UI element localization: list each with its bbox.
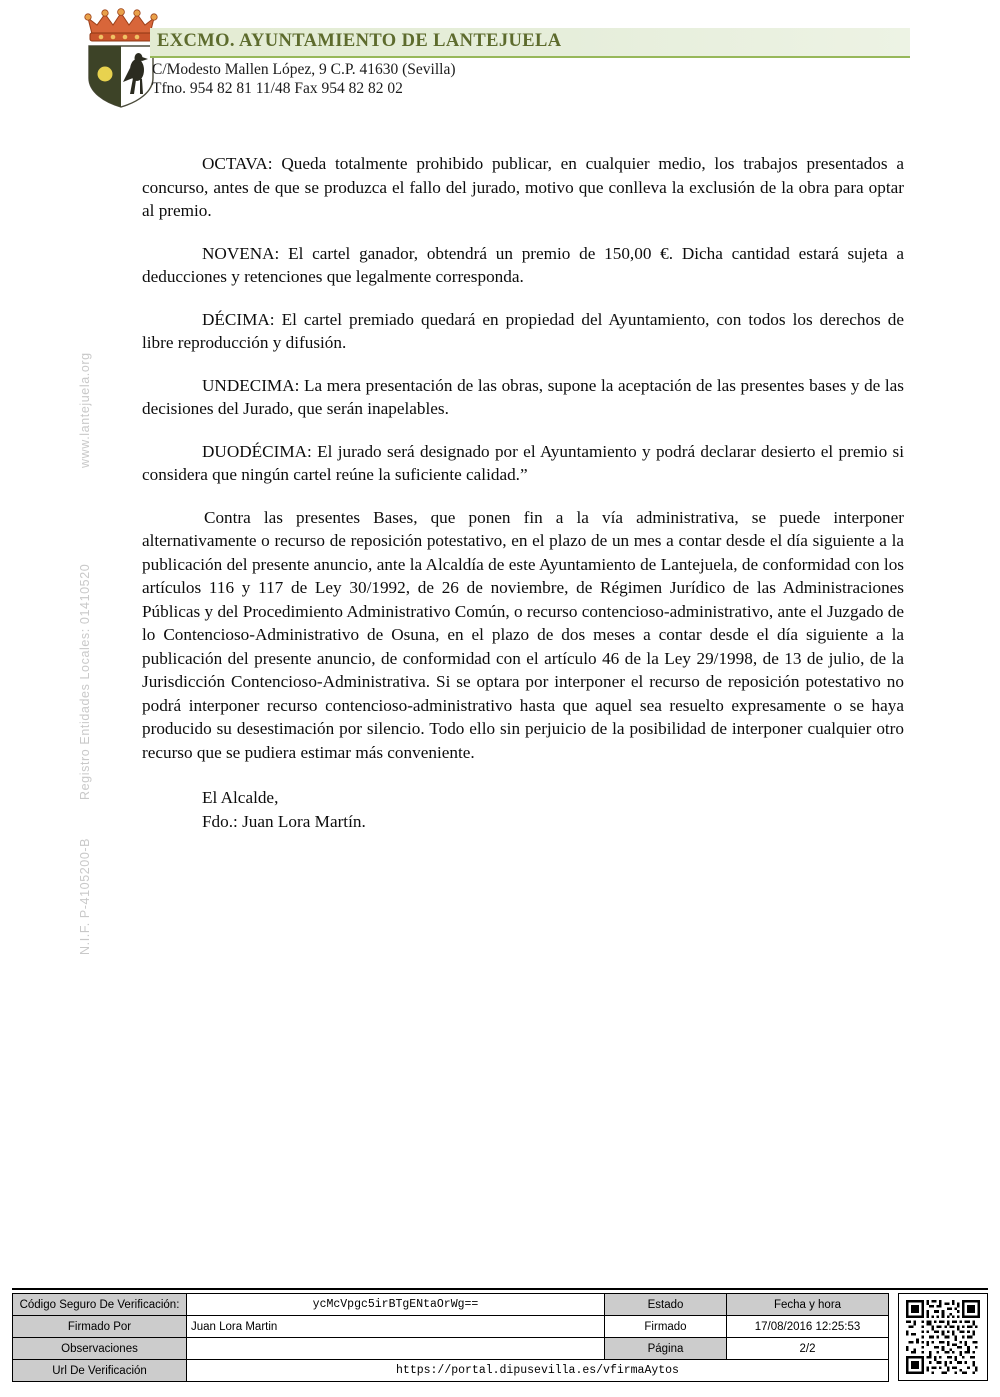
qr-code[interactable] [898,1293,988,1381]
fecha-hora-value: 17/08/2016 12:25:53 [727,1316,889,1338]
address-line-2: Tfno. 954 82 81 11/48 Fax 954 82 82 02 [152,80,403,97]
appeal-paragraph: Contra las presentes Bases, que ponen fin a la vía administrativa, se puede interponer alternativamente o recurso de reposición potestativo, en el plazo de un mes a contar desde el día siguiente a la publicación del presente anuncio, ante la Alcaldía de este Ayuntamiento de Lantejuela, de conformidad con los artículos 116 y 117 de Ley 30/1992, de 26 de noviembre, de Régimen Jurídico de las Administraciones Públicas y del Procedimiento Administrativo Común, o recurso contencioso-administrativo, ante el Juzgado de lo Contencioso-Administrativo de Osuna, en el plazo de dos meses a contar desde el día siguiente a la publicación del presente anuncio, de conformidad con el artículo 46 de la Ley 29/1998, de 13 de julio, de la Jurisdicción Contencioso-Administrativa. Si se optara por interponer el recurso de reposición potestativo no podrá interponer recurso contencioso-administrativo hasta que aquel sea resuelto expresamente o se haya producido su desestimación por silencio. Todo ello sin perjuicio de la posibilidad de interponer cualquier otro recurso que se pudiera estimar más conveniente. [142,507,904,762]
signature-role: El Alcalde, [202,788,279,807]
signature-block [142,786,904,834]
observaciones-value [187,1338,605,1360]
clause-octava: OCTAVA: Queda totalmente prohibido publicar, en cualquier medio, los trabajos presentados a concurso, antes de que se produzca el fallo del jurado, motivo que conlleva la exclusión de la obra para optar al premio. [142,154,904,220]
estado-header: Estado [605,1294,727,1316]
url-label: Url De Verificación [13,1360,187,1382]
estado-value: Firmado [605,1316,727,1338]
pagina-label: Página [605,1338,727,1360]
table-row [13,1294,889,1316]
clause-duodecima: DUODÉCIMA: El jurado será designado por el Ayuntamiento y podrá declarar desierto el premio si considera que ningún cartel reúne la suficiente calidad.” [142,441,904,484]
sidebar-website-text: www.lantejuela.org [78,352,92,468]
footer-divider [12,1288,988,1290]
fecha-hora-header: Fecha y hora [727,1294,889,1316]
sidebar-nif-text: N.I.F. P-4105200-B [78,837,92,955]
sidebar-registry-text: Registro Entidades Locales: 01410520 [78,563,92,800]
firmado-por-value: Juan Lora Martin [187,1316,605,1338]
table-row [13,1316,889,1338]
table-row [13,1338,889,1360]
url-value[interactable]: https://portal.dipusevilla.es/vfirmaAytos [187,1360,889,1382]
firmado-por-label: Firmado Por [13,1316,187,1338]
document-body [142,152,904,834]
page-title: EXCMO. AYUNTAMIENTO DE LANTEJUELA [157,31,562,51]
pagina-value: 2/2 [727,1338,889,1360]
signature-name: Fdo.: Juan Lora Martín. [202,812,366,831]
clause-undecima: UNDECIMA: La mera presentación de las obras, supone la aceptación de las presentes bases y de las decisiones del Jurado, que serán inapelables. [142,375,904,418]
verification-table [12,1293,889,1382]
observaciones-label: Observaciones [13,1338,187,1360]
address-line-1: C/Modesto Mallen López, 9 C.P. 41630 (Sevilla) [152,61,456,78]
clause-novena: NOVENA: El cartel ganador, obtendrá un premio de 150,00 €. Dicha cantidad estará sujeta a deducciones y retenciones que legalmente corresponda. [142,243,904,286]
clause-decima: DÉCIMA: El cartel premiado quedará en propiedad del Ayuntamiento, con todos los derechos de libre reproducción y difusión. [142,309,904,352]
csv-value: ycMcVpgc5irBTgENtaOrWg== [187,1294,605,1316]
csv-label: Código Seguro De Verificación: [13,1294,187,1316]
letterhead [0,0,1000,120]
header-banner [150,28,910,58]
table-row [13,1360,889,1382]
